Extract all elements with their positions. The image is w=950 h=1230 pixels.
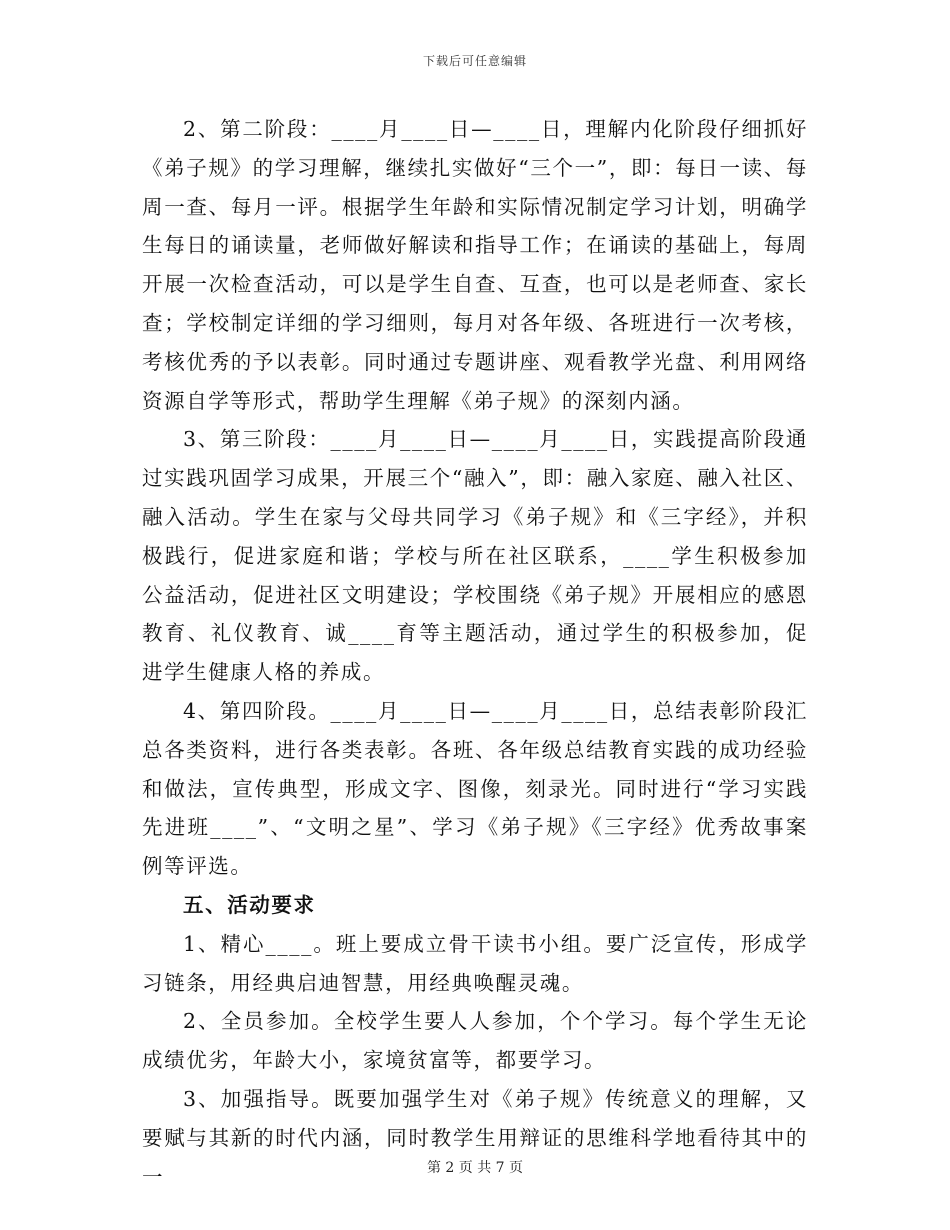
section-heading-requirements: 五、活动要求 xyxy=(183,892,316,917)
page-header: 下载后可任意编辑 xyxy=(422,54,527,68)
paragraph-requirement-1: 1、精心____。班上要成立骨干读书小组。要广泛宣传，形成学习链条，用经典启迪智慧，用经典唤醒灵魂。 xyxy=(142,931,808,995)
paragraph-stage-2: 2、第二阶段：____月____日—____日，理解内化阶段仔细抓好《弟子规》的学习理解，继续扎实做好“三个一”，即：每日一读、每周一查、每月一评。根据学生年龄和实际情况制定学习计划，明确学生每日的诵读量，老师做好解读和指导工作；在诵读的基础上，每周开展一次检查活动，可以是学生自查、互查，也可以是老师查、家长查；学校制定详细的学习细则，每月对各年级、各班进行一次考核，考核优秀的予以表彰。同时通过专题讲座、观看教学光盘、利用网络资源自学等形式，帮助学生理解《弟子规》的深刻内涵。 xyxy=(142,117,808,413)
paragraph-stage-3: 3、第三阶段：____月____日—____月____日，实践提高阶段通过实践巩固学习成果，开展三个“融入”，即：融入家庭、融入社区、融入活动。学生在家与父母共同学习《弟子规》和《三字经》，并积极践行，促进家庭和谐；学校与所在社区联系，____学生积极参加公益活动，促进社区文明建设；学校围绕《弟子规》开展相应的感恩教育、礼仪教育、诚____育等主题活动，通过学生的积极参加，促进学生健康人格的养成。 xyxy=(142,427,808,685)
paragraph-requirement-2: 2、全员参加。全校学生要人人参加，个个学习。每个学生无论成绩优劣，年龄大小，家境贫富等，都要学习。 xyxy=(142,1009,808,1073)
page-number-footer: 第 2 页 共 7 页 xyxy=(426,1160,524,1176)
paragraph-stage-4: 4、第四阶段。____月____日—____月____日，总结表彰阶段汇总各类资料，进行各类表彰。各班、各年级总结教育实践的成功经验和做法，宣传典型，形成文字、图像，刻录光。同时进行“学习实践先进班____”、“文明之星”、学习《弟子规》《三字经》优秀故事案例等评选。 xyxy=(142,698,808,879)
paragraph-requirement-3: 3、加强指导。既要加强学生对《弟子规》传统意义的理解，又要赋与其新的时代内涵，同时教学生用辩证的思维科学地看待其中的一 xyxy=(142,1086,808,1189)
document-body xyxy=(142,110,808,1196)
